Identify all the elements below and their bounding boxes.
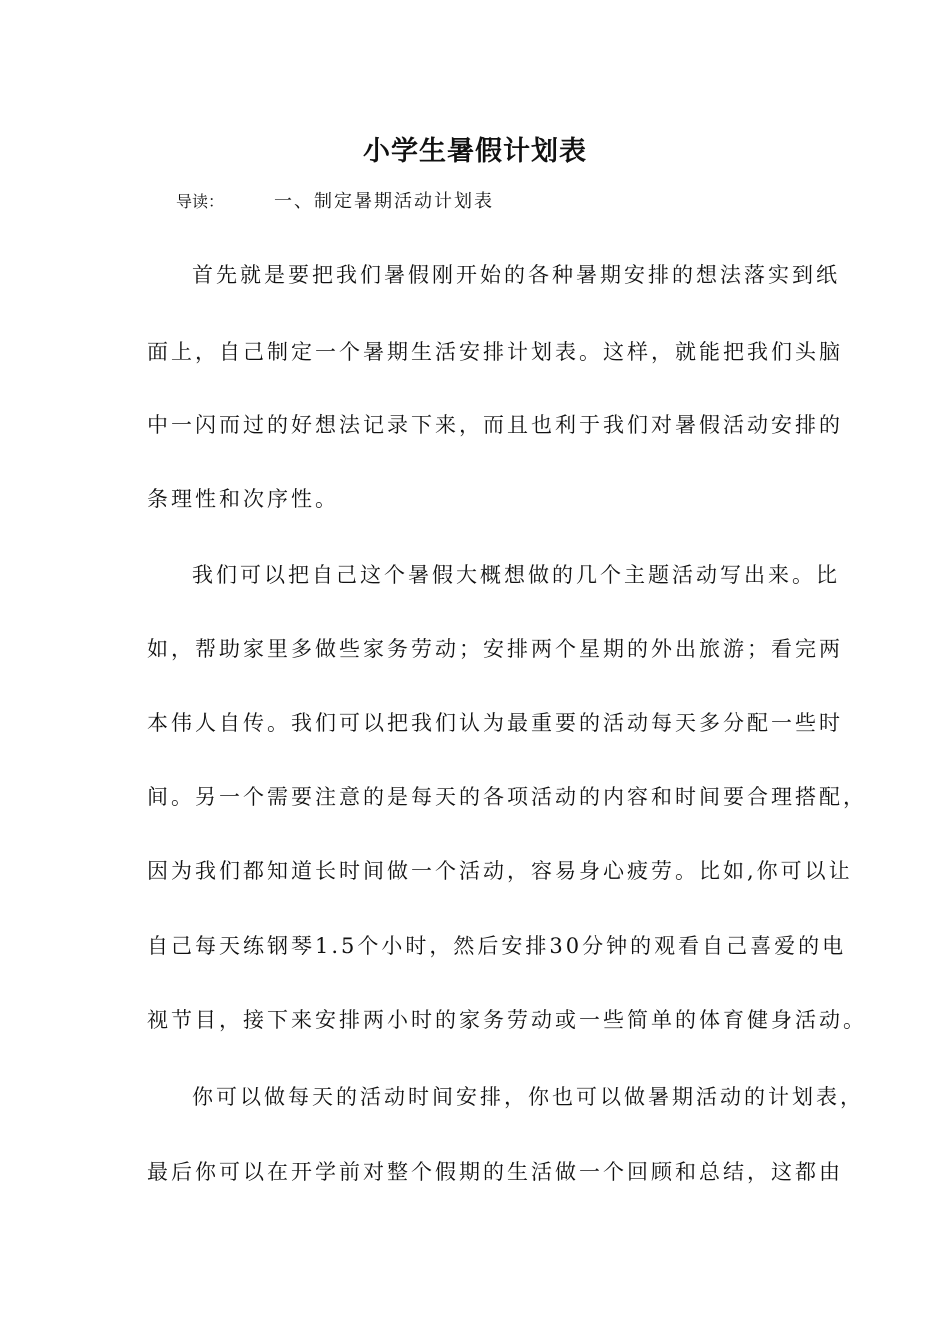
paragraph-line: 如，帮助家里多做些家务劳动；安排两个星期的外出旅游；看完两 [147, 637, 843, 661]
lead-line [176, 188, 494, 216]
paragraph-line: 面上，自己制定一个暑期生活安排计划表。这样，就能把我们头脑 [147, 340, 843, 364]
page-title: 小学生暑假计划表 [363, 136, 587, 167]
paragraph-line: 我们可以把自己这个暑假大概想做的几个主题活动写出来。比 [192, 563, 840, 587]
paragraph-line: 首先就是要把我们暑假刚开始的各种暑期安排的想法落实到纸 [192, 263, 840, 287]
section-heading: 一、制定暑期活动计划表 [274, 191, 495, 212]
paragraph-line: 条理性和次序性。 [147, 487, 339, 511]
paragraph-line: 最后你可以在开学前对整个假期的生活做一个回顾和总结，这都由 [147, 1160, 843, 1184]
paragraph-line: 本伟人自传。我们可以把我们认为最重要的活动每天多分配一些时 [147, 711, 843, 735]
paragraph-line: 你可以做每天的活动时间安排，你也可以做暑期活动的计划表， [192, 1085, 864, 1109]
lead-label: 导读： [176, 192, 225, 211]
paragraph-line: 间。另一个需要注意的是每天的各项活动的内容和时间要合理搭配， [147, 785, 867, 809]
paragraph-line: 视节目，接下来安排两小时的家务劳动或一些简单的体育健身活动。 [147, 1008, 867, 1032]
paragraph-line: 自己每天练钢琴1.5个小时，然后安排30分钟的观看自己喜爱的电 [147, 934, 847, 958]
paragraph-line: 因为我们都知道长时间做一个活动，容易身心疲劳。比如,你可以让 [147, 859, 853, 883]
paragraph-line: 中一闪而过的好想法记录下来，而且也利于我们对暑假活动安排的 [147, 413, 843, 437]
